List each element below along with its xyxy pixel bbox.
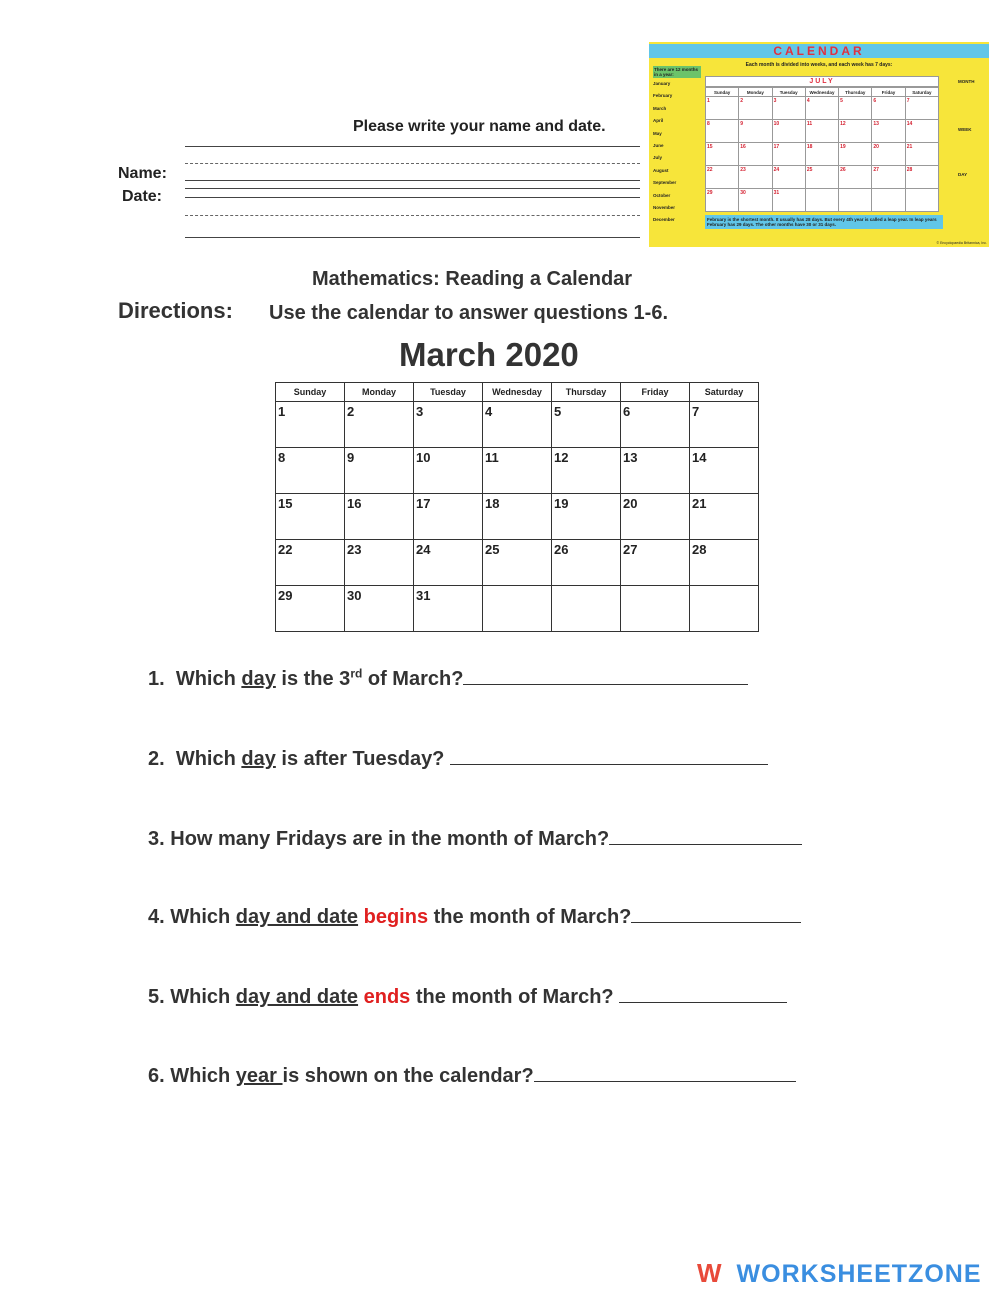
answer-blank-4[interactable] xyxy=(631,904,801,923)
question-3: 3. How many Fridays are in the month of March? xyxy=(148,826,802,851)
poster-date-cell xyxy=(839,189,872,212)
calendar-date-cell: 17 xyxy=(414,494,483,540)
march-calendar xyxy=(275,382,759,632)
poster-date-cell: 30 xyxy=(739,189,772,212)
calendar-date-cell xyxy=(621,586,690,632)
poster-month-name: JULY xyxy=(705,76,939,87)
answer-blank-3[interactable] xyxy=(609,826,802,845)
calendar-date-cell: 2 xyxy=(345,402,414,448)
writing-line xyxy=(185,188,640,189)
poster-day-header: Friday xyxy=(872,88,905,97)
poster-tag-day: DAY xyxy=(958,172,968,177)
poster-month-item: December xyxy=(653,217,675,223)
dashed-guide-line xyxy=(185,163,640,164)
poster-month-item: September xyxy=(653,180,677,186)
worksheetzone-logo[interactable] xyxy=(697,1258,982,1289)
poster-date-cell xyxy=(805,189,838,212)
calendar-date-cell: 11 xyxy=(483,448,552,494)
poster-day-header: Monday xyxy=(739,88,772,97)
poster-date-cell xyxy=(872,189,905,212)
calendar-date-cell xyxy=(552,586,621,632)
poster-date-cell: 27 xyxy=(872,166,905,189)
question-5: 5. Which day and date ends the month of March? xyxy=(148,984,787,1009)
poster-date-cell: 31 xyxy=(772,189,805,212)
poster-week-row xyxy=(706,166,939,189)
poster-date-cell: 6 xyxy=(872,97,905,120)
calendar-date-cell: 29 xyxy=(276,586,345,632)
calendar-day-header: Monday xyxy=(345,383,414,402)
date-writing-line[interactable] xyxy=(185,197,640,198)
calendar-week-row xyxy=(276,448,759,494)
poster-month-item: May xyxy=(653,130,662,136)
poster-month-item: August xyxy=(653,167,669,173)
question-2: 2. Which day is after Tuesday? xyxy=(148,746,768,771)
calendar-day-header: Sunday xyxy=(276,383,345,402)
logo-mark-icon: W xyxy=(697,1258,723,1288)
calendar-day-header: Thursday xyxy=(552,383,621,402)
answer-blank-5[interactable] xyxy=(619,984,787,1003)
poster-date-cell: 20 xyxy=(872,143,905,166)
calendar-week-row xyxy=(276,540,759,586)
poster-date-cell: 24 xyxy=(772,166,805,189)
calendar-date-cell: 27 xyxy=(621,540,690,586)
calendar-date-cell: 28 xyxy=(690,540,759,586)
poster-day-header: Wednesday xyxy=(805,88,838,97)
calendar-date-cell: 10 xyxy=(414,448,483,494)
calendar-date-cell: 20 xyxy=(621,494,690,540)
poster-subtitle: Each month is divided into weeks, and each week has 7 days: xyxy=(745,62,893,68)
poster-date-cell: 13 xyxy=(872,120,905,143)
calendar-date-cell: 4 xyxy=(483,402,552,448)
writing-line xyxy=(185,237,640,238)
poster-month-item: January xyxy=(653,81,671,86)
calendar-date-cell: 30 xyxy=(345,586,414,632)
logo-text: WORKSHEETZONE xyxy=(736,1260,982,1288)
question-6: 6. Which year is shown on the calendar? xyxy=(148,1063,796,1088)
poster-date-cell: 18 xyxy=(805,143,838,166)
poster-date-cell: 1 xyxy=(706,97,739,120)
calendar-date-cell: 7 xyxy=(690,402,759,448)
calendar-date-cell: 19 xyxy=(552,494,621,540)
calendar-date-cell: 26 xyxy=(552,540,621,586)
dashed-guide-line xyxy=(185,215,640,216)
name-date-prompt: Please write your name and date. xyxy=(353,118,606,135)
calendar-date-cell: 31 xyxy=(414,586,483,632)
poster-date-cell: 19 xyxy=(839,143,872,166)
calendar-date-cell: 18 xyxy=(483,494,552,540)
poster-side-note: There are 12 months in a year: xyxy=(653,66,701,78)
poster-date-cell: 17 xyxy=(772,143,805,166)
poster-tag-month: MONTH xyxy=(958,79,975,84)
subject-heading: Mathematics: Reading a Calendar xyxy=(312,268,633,290)
poster-date-cell: 21 xyxy=(905,143,938,166)
date-label: Date: xyxy=(122,188,163,205)
poster-week-row xyxy=(706,143,939,166)
poster-month-item: October xyxy=(653,192,671,198)
calendar-date-cell xyxy=(690,586,759,632)
poster-month-item: April xyxy=(653,118,664,124)
poster-date-cell: 9 xyxy=(739,120,772,143)
name-label: Name: xyxy=(118,165,167,182)
calendar-date-cell: 9 xyxy=(345,448,414,494)
poster-tag-week: WEEK xyxy=(958,127,972,132)
poster-day-header: Saturday xyxy=(905,88,938,97)
poster-date-cell: 2 xyxy=(739,97,772,120)
answer-blank-1[interactable] xyxy=(463,666,748,685)
poster-month-list xyxy=(653,66,701,227)
poster-date-cell: 10 xyxy=(772,120,805,143)
calendar-date-cell: 15 xyxy=(276,494,345,540)
calendar-date-cell: 5 xyxy=(552,402,621,448)
poster-day-header: Sunday xyxy=(706,88,739,97)
poster-month-item: March xyxy=(653,105,667,111)
calendar-week-row xyxy=(276,402,759,448)
calendar-day-header: Friday xyxy=(621,383,690,402)
poster-week-row xyxy=(706,189,939,212)
directions-label: Directions: xyxy=(118,298,233,323)
poster-date-cell: 26 xyxy=(839,166,872,189)
poster-copyright: © Encyclopaedia Britannica, Inc. xyxy=(936,241,987,245)
calendar-date-cell xyxy=(483,586,552,632)
poster-date-cell: 7 xyxy=(905,97,938,120)
poster-month-item: June xyxy=(653,142,664,148)
poster-date-cell: 25 xyxy=(805,166,838,189)
poster-month-item: November xyxy=(653,204,676,210)
calendar-date-cell: 12 xyxy=(552,448,621,494)
answer-blank-6[interactable] xyxy=(534,1063,796,1082)
calendar-date-cell: 14 xyxy=(690,448,759,494)
directions-text: Use the calendar to answer questions 1-6. xyxy=(269,302,669,324)
calendar-date-cell: 23 xyxy=(345,540,414,586)
poster-day-header: Thursday xyxy=(839,88,872,97)
poster-month-item: July xyxy=(653,155,663,161)
poster-week-row xyxy=(706,120,939,143)
calendar-day-header: Wednesday xyxy=(483,383,552,402)
calendar-title: March 2020 xyxy=(399,336,579,373)
poster-date-cell: 8 xyxy=(706,120,739,143)
calendar-day-header: Saturday xyxy=(690,383,759,402)
calendar-date-cell: 3 xyxy=(414,402,483,448)
poster-month-item: February xyxy=(653,93,673,99)
calendar-date-cell: 1 xyxy=(276,402,345,448)
answer-blank-2[interactable] xyxy=(450,746,768,765)
calendar-date-cell: 16 xyxy=(345,494,414,540)
question-4: 4. Which day and date begins the month of March? xyxy=(148,904,801,929)
calendar-day-header: Tuesday xyxy=(414,383,483,402)
name-writing-line[interactable] xyxy=(185,180,640,181)
calendar-date-cell: 24 xyxy=(414,540,483,586)
calendar-date-cell: 21 xyxy=(690,494,759,540)
poster-date-cell: 29 xyxy=(706,189,739,212)
poster-date-cell: 12 xyxy=(839,120,872,143)
calendar-date-cell: 13 xyxy=(621,448,690,494)
poster-date-cell: 28 xyxy=(905,166,938,189)
poster-footnote: February is the shortest month. It usually has 28 days. But every 4th year is called a leap year. In leap years February has 29 days. The other months have 30 or 31 days. xyxy=(705,215,943,229)
poster-date-cell: 3 xyxy=(772,97,805,120)
poster-calendar-grid xyxy=(705,76,939,229)
calendar-date-cell: 25 xyxy=(483,540,552,586)
poster-day-header: Tuesday xyxy=(772,88,805,97)
calendar-week-row xyxy=(276,494,759,540)
poster-date-cell: 4 xyxy=(805,97,838,120)
poster-date-cell: 5 xyxy=(839,97,872,120)
calendar-date-cell: 6 xyxy=(621,402,690,448)
poster-title: CALENDAR xyxy=(649,44,989,58)
poster-date-cell: 22 xyxy=(706,166,739,189)
calendar-poster-image xyxy=(649,42,989,247)
calendar-week-row xyxy=(276,586,759,632)
calendar-date-cell: 8 xyxy=(276,448,345,494)
writing-line xyxy=(185,146,640,147)
poster-date-cell: 23 xyxy=(739,166,772,189)
poster-date-cell: 11 xyxy=(805,120,838,143)
poster-date-cell xyxy=(905,189,938,212)
poster-date-cell: 15 xyxy=(706,143,739,166)
question-1: 1. Which day is the 3rd of March? xyxy=(148,666,748,691)
calendar-date-cell: 22 xyxy=(276,540,345,586)
poster-date-cell: 16 xyxy=(739,143,772,166)
poster-date-cell: 14 xyxy=(905,120,938,143)
poster-week-row xyxy=(706,97,939,120)
